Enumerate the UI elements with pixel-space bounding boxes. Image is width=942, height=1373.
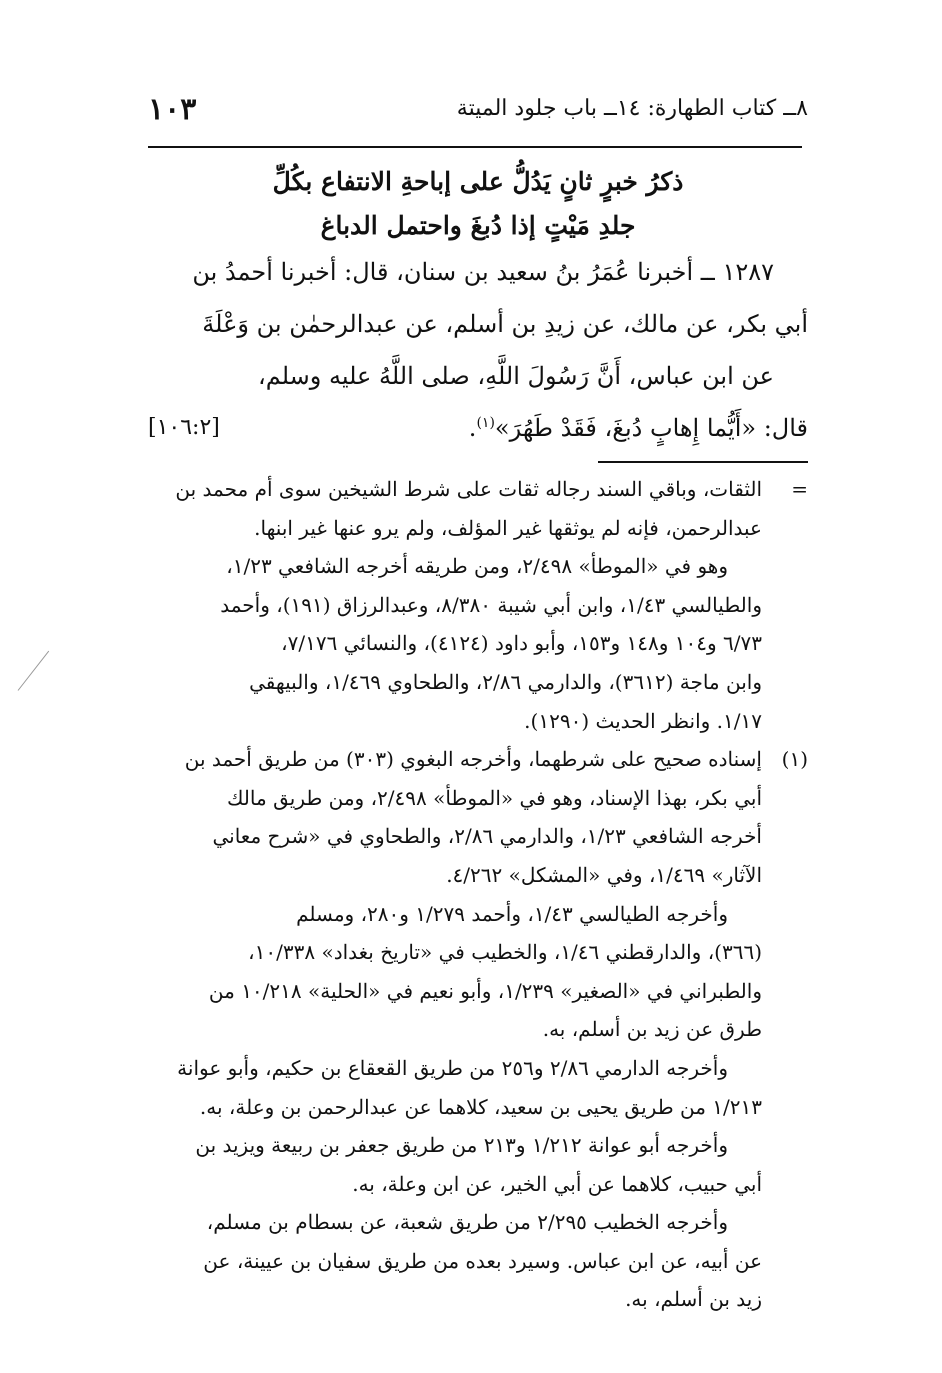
footnote-line: وأخرجه الدارمي ٢/٨٦ و٢٥٦ من طريق القعقاع بن حكيم، وأبو عوانة (177, 1055, 728, 1080)
footnote-line: أبي حبيب، كلاهما عن أبي الخير، عن ابن وعلة، به. (352, 1171, 762, 1196)
chapter-title (148, 160, 808, 248)
hadith-line-1: ١٢٨٧ ــ أخبرنا عُمَرُ بنُ سعيد بن سنان، قال: أخبرنا أحمدُ بن (192, 258, 774, 286)
footnote-line: الآثار» ١/٤٦٩، وفي «المشكل» ٤/٢٦٢. (446, 862, 762, 887)
footnote-marker-1: (١) (781, 747, 808, 772)
footnote-line: وأخرجه الطيالسي ١/٤٣، وأحمد ١/٢٧٩ و٢٨٠، ومسلم (296, 901, 728, 926)
footnote-line: ١/٢١٣ من طريق يحيى بن سعيد، كلاهما عن عبدالرحمن بن وعلة، به. (199, 1094, 762, 1119)
footnote-line: أخرجه الشافعي ١/٢٣، والدارمي ٢/٨٦، والطحاوي في «شرح معاني (212, 824, 762, 849)
footnote-line: عبدالرحمن، فإنه لم يوثقها غير المؤلف، ولم يرو عنها غير ابنها. (254, 515, 762, 540)
footnotes (148, 470, 812, 1319)
hadith-quote: قال: «أَيُّما إِهابٍ دُبغَ، فَقَدْ طَهُرَ» (494, 414, 808, 442)
hadith-line-3: عن ابن عباس، أَنَّ رَسُولَ اللَّهِ، صلى اللَّهُ عليه وسلم، (257, 362, 774, 390)
footnote-line: ٦/٧٣ و١٠٤ و١٤٨ و١٥٣، وأبو داود (٤١٢٤)، والنسائي ٧/١٧٦، (281, 631, 762, 656)
footnote-line: طرق عن زيد بن أسلم، به. (542, 1017, 762, 1042)
hadith-reference: [١٠٦:٢] (148, 415, 220, 440)
footnote-line: والطيالسي ١/٤٣، وابن أبي شيبة ٨/٣٨٠، وعبدالرزاق (١٩١)، وأحمد (220, 592, 762, 617)
header-rule (148, 146, 802, 148)
running-head: ٨ــ كتاب الطهارة: ١٤ــ باب جلود الميتة (456, 96, 808, 121)
hadith-line-end: . (468, 414, 477, 442)
footnote-line: زيد بن أسلم، به. (625, 1287, 762, 1312)
page-number: ١٠٣ (148, 92, 197, 127)
footnote-line: وهو في «الموطأ» ٢/٤٩٨، ومن طريقه أخرجه الشافعي ١/٢٣، (226, 554, 728, 579)
footnote-ref: (١) (476, 415, 495, 431)
footnote-line: ١/١٧. وانظر الحديث (١٢٩٠). (524, 708, 762, 733)
footnote-line: والطبراني في «الصغير» ١/٢٣٩، وأبو نعيم في «الحلية» ١٠/٢١٨ من (208, 978, 762, 1003)
hadith-line-2: أبي بكر، عن مالك، عن زيدِ بن أسلم، عن عبدالرحمٰن بن وَعْلَةَ (202, 310, 808, 338)
footnote-line: وأخرجه أبو عوانة ١/٢١٢ و٢١٣ من طريق جعفر بن ربيعة ويزيد بن (195, 1133, 728, 1158)
title-line-1: ذكرُ خبرٍ ثانٍ يَدُلُّ على إباحةِ الانتفاع بكُلِّ (272, 167, 684, 196)
footnote-rule (598, 461, 808, 463)
continuation-marker: = (791, 477, 808, 501)
hadith-line-4 (148, 402, 808, 454)
footnote-line: (١) إسناده صحيح على شرطهما، وأخرجه البغوي (٣٠٣) من طريق أحمد بن (148, 740, 812, 779)
page-header (148, 92, 808, 132)
footnote-line: وأخرجه الخطيب ٢/٢٩٥ من طريق شعبة، عن بسطام بن مسلم، (206, 1210, 728, 1235)
scan-artifact-line (18, 651, 50, 691)
hadith-text (148, 246, 808, 454)
footnote-line: = الثقات، وباقي السند رجاله ثقات على شرط الشيخين سوى أم محمد بن (148, 470, 812, 509)
title-line-2: جلدِ مَيْتٍ إذا دُبغَ واحتمل الدباغ (320, 211, 636, 240)
footnote-line: أبي بكر، بهذا الإسناد، وهو في «الموطأ» ٢/٤٩٨، ومن طريق مالك (226, 785, 762, 810)
footnote-line: وابن ماجة (٣٦١٢)، والدارمي ٢/٨٦، والطحاوي ١/٤٦٩، والبيهقي (249, 669, 762, 694)
footnote-line: (٣٦٦)، والدارقطني ١/٤٦، والخطيب في «تاريخ بغداد» ١٠/٣٣٨، (248, 940, 762, 965)
footnote-line: عن أبيه، عن ابن عباس. وسيرد بعده من طريق سفيان بن عيينة، عن (203, 1248, 762, 1273)
